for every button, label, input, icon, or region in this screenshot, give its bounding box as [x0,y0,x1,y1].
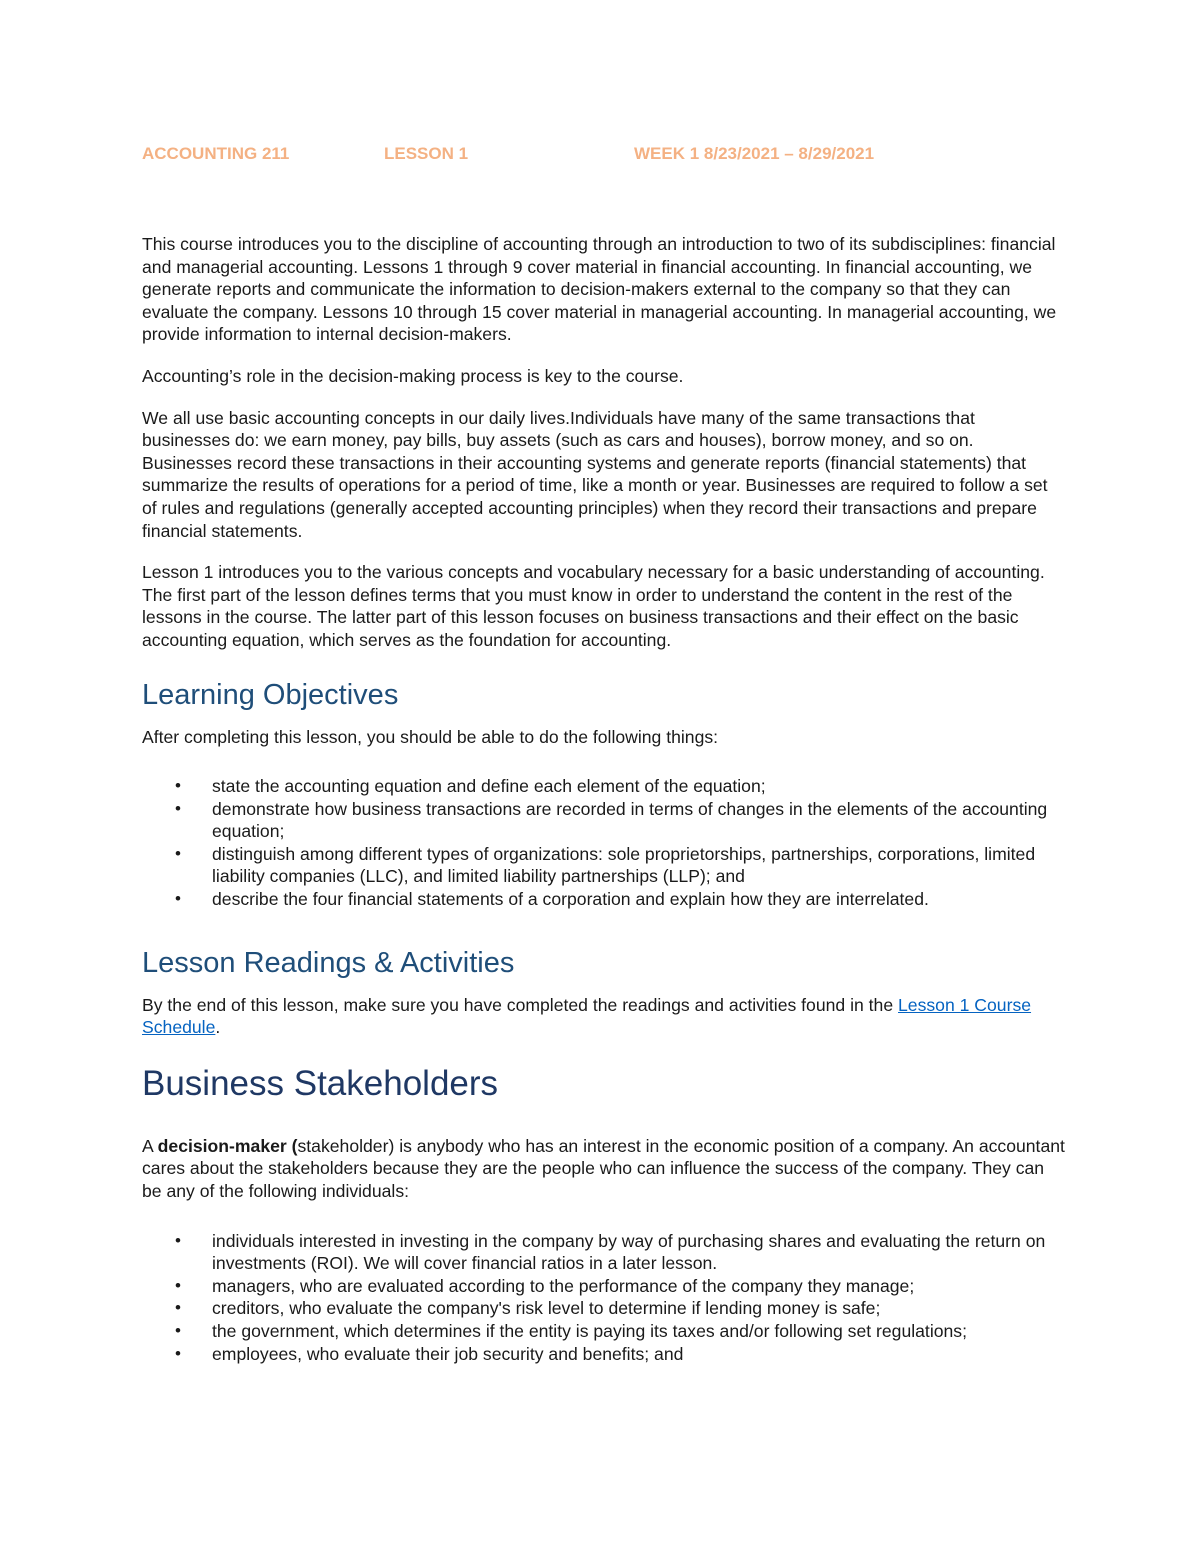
objectives-lead: After completing this lesson, you should be able to do the following things: [142,726,719,747]
bullet-icon: • [175,1230,181,1250]
decision-maker-term: decision-maker ( [157,1135,298,1156]
bullet-icon: • [175,776,181,796]
intro-paragraph-3: We all use basic accounting concepts in our daily lives.Individuals have many of the same transactions that businesses do: we earn money, pay bills, buy assets (such as cars and houses), borrow money, and so on. Businesses record these transactions in their accounting systems and generate reports (financial statements) that summarize the results of operations for a period of time, like a month or year. Businesses are required to follow a set of rules and regulations (generally accepted accounting principles) when they record their transactions and prepare financial statements. [142,407,1048,541]
readings-paragraph: By the end of this lesson, make sure you have completed the readings and activities found in the Lesson 1 Course Schedule. [142,994,1032,1038]
bullet-icon: • [175,843,181,863]
intro-paragraph-2: Accounting’s role in the decision-making process is key to the course. [142,365,684,386]
list-item: • individuals interested in investing in the company by way of purchasing shares and evaluating the return on investments (ROI). We will cover financial ratios in a later lesson. [175,1230,1046,1274]
learning-objectives-heading: Learning Objectives [142,678,399,711]
lesson-number: LESSON 1 [384,144,469,163]
course-schedule-link[interactable]: Lesson 1 Course Schedule [142,994,1032,1038]
list-item: • employees, who evaluate their job security and benefits; and [175,1343,684,1364]
stakeholders-list [142,1230,1067,1366]
intro-paragraph-4: Lesson 1 introduces you to the various concepts and vocabulary necessary for a basic understanding of accounting. The first part of the lesson defines terms that you must know in order to understand the content in the rest of the lessons in the course. The latter part of this lesson focuses on business transactions and their effect on the basic accounting equation, which serves as the foundation for accounting. [142,562,1045,650]
list-item: • describe the four financial statements of a corporation and explain how they are interrelated. [175,889,929,910]
intro-paragraph-1: This course introduces you to the discipline of accounting through an introduction to two of its subdisciplines: financial and managerial accounting. Lessons 1 through 9 cover material in financial accounting. In financial accounting, we generate reports and communicate the information to decision-makers external to the company so that they can evaluate the company. Lessons 10 through 15 cover material in managerial accounting. In managerial accounting, we provide information to internal decision-makers. [142,234,1057,345]
bullet-icon: • [175,1298,181,1318]
lesson-readings-heading: Lesson Readings & Activities [142,946,515,979]
list-item: • state the accounting equation and define each element of the equation; [175,776,766,797]
week-dates: WEEK 1 8/23/2021 – 8/29/2021 [634,144,875,163]
bullet-icon: • [175,889,181,909]
stakeholders-lead: A decision-maker (stakeholder) is anybody who has an interest in the economic position of a company. An accountant cares about the stakeholders because they are the people who can influence the success of the company. They can be any of the following individuals: [142,1135,1065,1202]
bullet-icon: • [175,1275,181,1295]
document-header [142,144,1042,170]
business-stakeholders-heading: Business Stakeholders [142,1063,499,1103]
list-item: • demonstrate how business transactions are recorded in terms of changes in the elements of the accounting equation; [175,798,1048,842]
list-item: • distinguish among different types of organizations: sole proprietorships, partnerships, corporations, limited liability companies (LLC), and limited liability partnerships (LLP); and [175,843,1036,887]
list-item: • creditors, who evaluate the company's risk level to determine if lending money is safe; [175,1298,881,1319]
list-item: • managers, who are evaluated according to the performance of the company they manage; [175,1275,915,1296]
list-item: • the government, which determines if the entity is paying its taxes and/or following set regulations; [175,1321,967,1341]
bullet-icon: • [175,798,181,818]
bullet-icon: • [175,1343,181,1363]
course-title: ACCOUNTING 211 [142,144,290,163]
document-body [142,233,1067,1384]
bullet-icon: • [175,1321,181,1340]
objectives-list [142,775,1067,911]
